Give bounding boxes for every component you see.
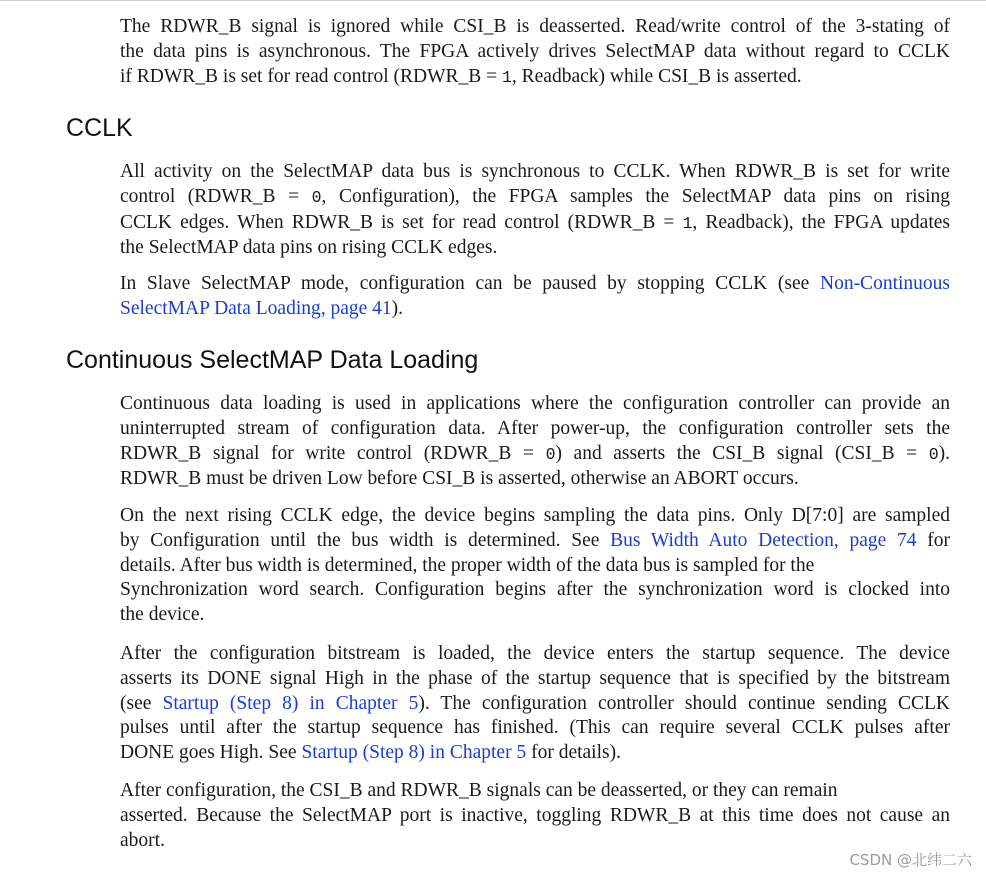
text-fragment: RDWR_B signal for write control (RDWR_B = bbox=[120, 442, 546, 464]
text-line: The RDWR_B signal is ignored while CSI_B is deasserted. Read/write control of the 3-stating of bbox=[120, 16, 950, 37]
text-line bbox=[120, 692, 950, 717]
text-line bbox=[120, 185, 950, 211]
text-fragment: control (RDWR_B = bbox=[120, 185, 312, 207]
continuous-paragraph-3 bbox=[120, 642, 950, 766]
text-line: Continuous data loading is used in applications where the configuration controller can provide an bbox=[120, 393, 950, 414]
text-line: asserted. Because the SelectMAP port is inactive, toggling RDWR_B at this time does not cause an bbox=[120, 804, 950, 826]
watermark: CSDN @北纬二六 bbox=[849, 851, 972, 869]
text-fragment: ). The configuration controller should continue sending CCLK bbox=[418, 692, 950, 714]
text-line bbox=[120, 741, 950, 766]
text-line: All activity on the SelectMAP data bus is synchronous to CCLK. When RDWR_B is set for write bbox=[120, 161, 950, 182]
text-line bbox=[120, 297, 950, 322]
text-fragment: by Configuration until the bus width is determined. See bbox=[120, 529, 611, 551]
link-non-continuous-loading-page[interactable]: SelectMAP Data Loading, page 41 bbox=[120, 297, 392, 319]
cclk-paragraph-2 bbox=[120, 272, 950, 322]
text-line: After configuration, the CSI_B and RDWR_B signals can be deasserted, or they can remain bbox=[120, 780, 838, 801]
text-fragment: , Readback) while CSI_B is asserted. bbox=[511, 65, 802, 87]
text-fragment: ). bbox=[938, 442, 951, 464]
text-fragment: DONE goes High. See bbox=[120, 742, 302, 764]
text-fragment: In Slave SelectMAP mode, configuration can be paused by stopping CCLK (see bbox=[120, 273, 820, 294]
link-bus-width-auto-detection[interactable]: Bus Width Auto Detection, page 74 bbox=[610, 529, 917, 551]
text-line: details. After bus width is determined, the proper width of the data bus is sampled for the bbox=[120, 554, 815, 576]
text-fragment: CCLK edges. When RDWR_B is set for read control (RDWR_B = bbox=[120, 211, 683, 233]
intro-paragraph bbox=[120, 15, 950, 90]
text-line: the data pins is asynchronous. The FPGA actively drives SelectMAP data without regard to CCLK bbox=[120, 40, 950, 62]
text-line: Synchronization word search. Configuration begins after the synchronization word is clocked into bbox=[120, 579, 950, 601]
text-fragment: ) and asserts the CSI_B signal (CSI_B = bbox=[555, 442, 929, 464]
cclk-paragraph-1 bbox=[120, 160, 950, 261]
section-heading-continuous-loading: Continuous SelectMAP Data Loading bbox=[66, 346, 479, 374]
text-line bbox=[120, 442, 950, 468]
code-value: 0 bbox=[928, 444, 939, 464]
top-divider bbox=[0, 0, 986, 1]
text-line: After the configuration bitstream is loaded, the device enters the startup sequence. The device bbox=[120, 643, 950, 664]
text-fragment: for bbox=[916, 529, 950, 551]
text-line bbox=[120, 529, 950, 554]
code-value: 0 bbox=[311, 187, 322, 207]
continuous-paragraph-4 bbox=[120, 779, 950, 853]
text-line: the device. bbox=[120, 604, 205, 626]
text-line: pulses until after the startup sequence has finished. (This can require several CCLK pulses after bbox=[120, 717, 950, 739]
code-value: 1 bbox=[682, 213, 693, 233]
text-line bbox=[120, 211, 950, 237]
text-line: abort. bbox=[120, 829, 165, 851]
continuous-paragraph-2 bbox=[120, 504, 950, 628]
text-line: asserts its DONE signal High in the phase of the startup sequence that is specified by the bitstream bbox=[120, 667, 950, 689]
text-fragment: (see bbox=[120, 692, 163, 714]
text-line: On the next rising CCLK edge, the device begins sampling the data pins. Only D[7:0] are sampled bbox=[120, 505, 950, 526]
text-fragment: , Readback), the FPGA updates bbox=[692, 211, 950, 233]
code-value: 1 bbox=[501, 67, 512, 87]
code-value: 0 bbox=[545, 444, 556, 464]
text-line: the SelectMAP data pins on rising CCLK edges. bbox=[120, 237, 498, 259]
text-fragment: , Configuration), the FPGA samples the SelectMAP data pins on rising bbox=[321, 185, 951, 207]
text-line bbox=[120, 65, 950, 91]
text-line bbox=[120, 272, 950, 297]
continuous-paragraph-1 bbox=[120, 392, 950, 492]
link-startup-step-8[interactable]: Startup (Step 8) in Chapter 5 bbox=[301, 742, 527, 764]
text-fragment: ). bbox=[391, 297, 404, 319]
text-fragment: for details). bbox=[526, 742, 621, 764]
text-line: RDWR_B must be driven Low before CSI_B is asserted, otherwise an ABORT occurs. bbox=[120, 468, 799, 490]
link-startup-step-8[interactable]: Startup (Step 8) in Chapter 5 bbox=[162, 692, 419, 714]
text-fragment: if RDWR_B is set for read control (RDWR_B = bbox=[120, 65, 502, 87]
link-non-continuous-loading[interactable]: Non-Continuous bbox=[819, 273, 950, 294]
text-line: uninterrupted stream of configuration data. After power-up, the configuration controller sets the bbox=[120, 417, 950, 439]
section-heading-cclk: CCLK bbox=[66, 114, 133, 142]
